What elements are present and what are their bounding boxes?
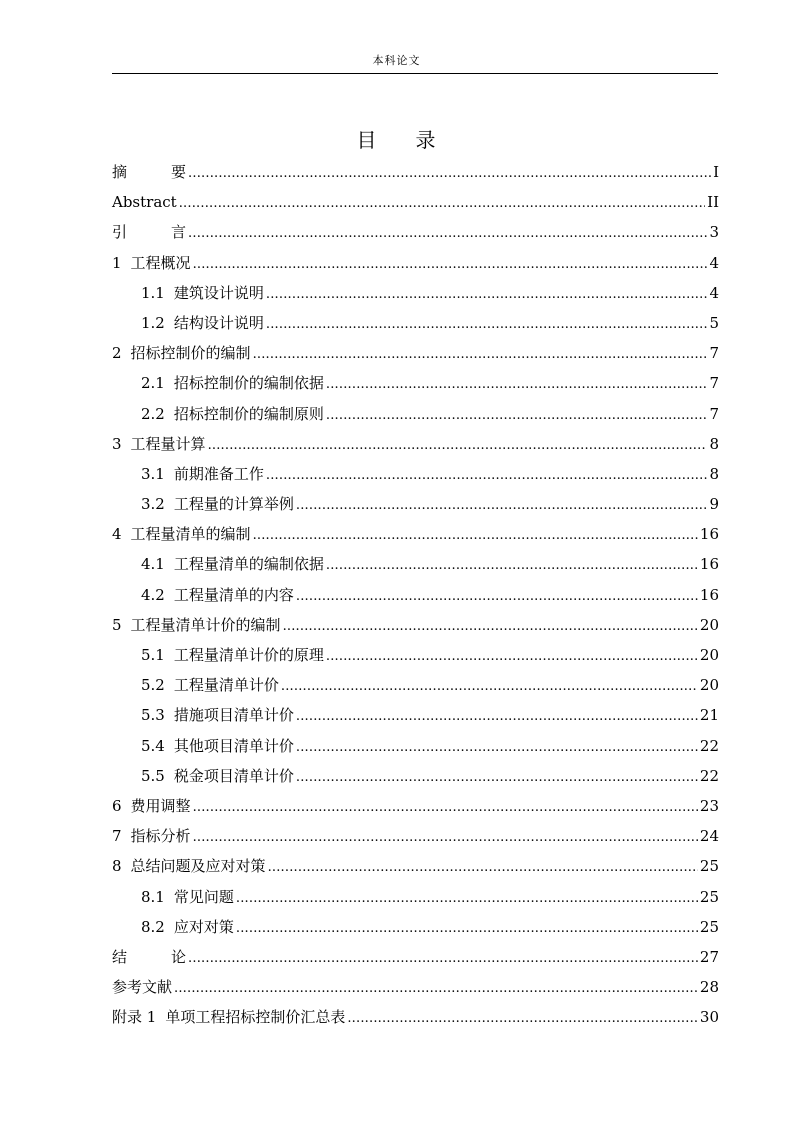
dot-leader (266, 461, 708, 491)
toc-entry-title: 措施项目清单计价 (173, 706, 294, 725)
toc-entry-number: 8.1 (141, 887, 165, 906)
toc-entry-title: 其他项目清单计价 (173, 736, 294, 755)
toc-entry-number: 1.2 (141, 313, 165, 332)
toc-entry[interactable] (112, 187, 719, 217)
toc-entry-number: 5.3 (141, 706, 165, 725)
dot-leader (283, 612, 698, 642)
toc-entry-label (141, 368, 324, 398)
title-char-1: 目 (356, 128, 378, 152)
toc-entry-label (112, 217, 186, 247)
toc-entry-label (141, 670, 279, 700)
toc-entry-label (112, 972, 172, 1002)
dot-leader (296, 582, 698, 612)
toc-entry-title: 常见问题 (173, 887, 234, 906)
toc-entry-page-number: 16 (699, 525, 719, 544)
toc-entry-title: 工程量清单计价的编制 (130, 615, 281, 634)
toc-entry-title: 招标控制价的编制 (130, 344, 251, 363)
dot-leader (268, 853, 698, 883)
toc-entry-char: 论 (171, 947, 187, 966)
header-rule (112, 73, 718, 74)
dot-leader (281, 672, 698, 702)
toc-entry-title: 应对对策 (173, 917, 234, 936)
dot-leader (208, 431, 708, 461)
toc-entry[interactable] (112, 217, 719, 247)
dot-leader (326, 642, 698, 672)
toc-entry-number: 4.2 (141, 585, 165, 604)
toc-entry-label (141, 459, 264, 489)
toc-entry-number: 5 (112, 615, 122, 634)
toc-entry-label (141, 399, 324, 429)
toc-entry[interactable] (112, 368, 719, 398)
title-char-2: 录 (415, 128, 437, 152)
dot-leader (326, 551, 698, 581)
toc-entry-number: 3.1 (141, 464, 165, 483)
toc-entry-title: 建筑设计说明 (173, 283, 264, 302)
toc-entry-title: 招标控制价的编制依据 (173, 374, 324, 393)
dot-leader (188, 944, 698, 974)
toc-entry-label (112, 429, 206, 459)
toc-entry-page-number: 25 (699, 917, 719, 936)
toc-entry[interactable] (112, 851, 719, 881)
toc-entry[interactable] (112, 942, 719, 972)
dot-leader (326, 370, 708, 400)
toc-entry[interactable] (112, 157, 719, 187)
dot-leader (296, 491, 708, 521)
toc-entry[interactable] (112, 731, 719, 761)
dot-leader (296, 702, 698, 732)
toc-entry[interactable] (112, 338, 719, 368)
toc-entry-char: 摘 (112, 163, 128, 181)
toc-entry-label (112, 1002, 345, 1032)
dot-leader (188, 159, 711, 189)
toc-entry-page-number: 21 (699, 706, 719, 725)
toc-entry-title: 工程量清单的内容 (173, 585, 294, 604)
toc-entry-label (112, 157, 186, 187)
toc-entry[interactable] (112, 519, 719, 549)
dot-leader (236, 884, 698, 914)
toc-entry-number: 6 (112, 796, 122, 815)
toc-entry-page-number: 27 (699, 947, 719, 966)
toc-entry[interactable] (112, 791, 719, 821)
toc-entry[interactable] (112, 580, 719, 610)
toc-entry-title: 工程量清单的编制 (130, 525, 251, 544)
toc-entry-page-number: 7 (709, 344, 719, 363)
dot-leader (253, 340, 708, 370)
toc-entry-label (141, 489, 294, 519)
toc-entry-title: 工程量计算 (130, 434, 206, 453)
toc-entry-page-number: 28 (699, 978, 719, 997)
toc-entry-number: 5.1 (141, 646, 165, 664)
toc-entry-label (112, 338, 251, 368)
toc-entry-title: 工程概况 (130, 253, 191, 272)
toc-entry-number: 1.1 (141, 283, 165, 302)
toc-entry[interactable] (112, 489, 719, 519)
toc-entry[interactable] (112, 610, 719, 640)
toc-entry[interactable] (112, 1002, 719, 1032)
toc-entry-number: 5.4 (141, 736, 165, 755)
dot-leader (253, 521, 698, 551)
toc-entry-char: 引 (112, 223, 128, 242)
toc-entry[interactable] (112, 761, 719, 791)
toc-entry-number: 7 (112, 827, 122, 846)
toc-entry-page-number: 20 (699, 646, 719, 664)
toc-entry-title: 费用调整 (130, 796, 191, 815)
toc-entry-label (112, 519, 251, 549)
dot-leader (266, 310, 708, 340)
page-title (0, 126, 793, 154)
toc-entry-page-number: 20 (699, 676, 719, 695)
toc-entry[interactable] (112, 821, 719, 851)
toc-entry-label (141, 700, 294, 730)
toc-entry-label (112, 851, 266, 881)
toc-entry-label (141, 882, 234, 912)
toc-entry-page-number: 25 (699, 857, 719, 876)
toc-entry[interactable] (112, 549, 719, 579)
toc-entry-number: 8 (112, 857, 122, 876)
dot-leader (193, 823, 698, 853)
dot-leader (174, 974, 698, 1004)
running-header: 本科论文 (372, 54, 421, 67)
toc-entry-number: 8.2 (141, 917, 165, 936)
toc-entry-number: 4 (112, 525, 122, 544)
toc-entry-number: 2.2 (141, 404, 165, 423)
toc-entry-page-number: 22 (699, 766, 719, 785)
dot-leader (326, 401, 708, 431)
dot-leader (266, 280, 708, 310)
toc-entry-char: 要 (171, 163, 187, 181)
toc-entry-char: 言 (171, 223, 187, 242)
toc-entry-label (112, 821, 191, 851)
toc-entry-title: 单项工程招标控制价汇总表 (165, 1008, 346, 1027)
dot-leader (193, 793, 698, 823)
toc-entry-number: 2.1 (141, 374, 165, 393)
toc-entry-page-number: 5 (709, 313, 719, 332)
toc-entry-page-number: 22 (699, 736, 719, 755)
toc-entry[interactable] (112, 248, 719, 278)
dot-leader (193, 250, 708, 280)
toc-entry-page-number: 3 (709, 223, 719, 242)
toc-entry-page-number: 25 (699, 887, 719, 906)
dot-leader (347, 1004, 698, 1034)
toc-entry[interactable] (112, 912, 719, 942)
toc-entry-label (112, 791, 191, 821)
toc-entry[interactable] (112, 972, 719, 1002)
toc-entry-number: 3 (112, 434, 122, 453)
toc-entry-number: 附录 1 (112, 1008, 157, 1027)
toc-entry[interactable] (112, 429, 719, 459)
toc-entry[interactable] (112, 882, 719, 912)
toc-entry-page-number: 23 (699, 796, 719, 815)
toc-entry-title: 总结问题及应对对策 (130, 857, 266, 876)
toc-entry-page-number: II (707, 193, 719, 212)
toc-entry-page-number: 4 (709, 253, 719, 272)
toc-entry-label (112, 942, 186, 972)
toc-entry-page-number: 4 (709, 283, 719, 302)
toc-entry-label (141, 308, 264, 338)
toc-entry-label (112, 610, 281, 640)
toc-entry-label (141, 278, 264, 308)
toc-entry-label (112, 187, 177, 217)
dot-leader (188, 219, 707, 249)
toc-entry-page-number: I (713, 163, 719, 181)
toc-entry-number: 3.2 (141, 495, 165, 514)
toc-entry-page-number: 16 (699, 555, 719, 574)
toc-entry-label (141, 761, 294, 791)
toc-entry-number: 1 (112, 253, 122, 272)
toc-entry-label (141, 580, 294, 610)
toc-entry-page-number: 7 (709, 374, 719, 393)
toc-entry-page-number: 24 (699, 827, 719, 846)
toc-entry[interactable] (112, 308, 719, 338)
dot-leader (296, 763, 698, 793)
dot-leader (179, 189, 705, 219)
toc-entry[interactable] (112, 459, 719, 489)
toc-entry-title: 前期准备工作 (173, 464, 264, 483)
toc-entry[interactable] (112, 640, 719, 670)
toc-entry[interactable] (112, 670, 719, 700)
toc-entry-title: 工程量清单计价 (173, 676, 279, 695)
toc-entry-title: 工程量清单计价的原理 (173, 646, 324, 664)
toc-entry-title: 工程量清单的编制依据 (173, 555, 324, 574)
toc-entry-page-number: 8 (709, 464, 719, 483)
toc-entry-label (141, 549, 324, 579)
toc-entry[interactable] (112, 399, 719, 429)
dot-leader (236, 914, 698, 944)
toc-entry-page-number: 30 (699, 1008, 719, 1027)
toc-entry-label (112, 248, 191, 278)
toc-entry-page-number: 8 (709, 434, 719, 453)
toc-entry-number: 2 (112, 344, 122, 363)
toc-entry-title: 结构设计说明 (173, 313, 264, 332)
toc-entry-title: Abstract (112, 193, 177, 212)
toc-entry-title: 工程量的计算举例 (173, 495, 294, 514)
toc-entry-number: 5.5 (141, 766, 165, 785)
toc-entry-page-number: 9 (709, 495, 719, 514)
dot-leader (296, 733, 698, 763)
toc-entry-label (141, 731, 294, 761)
toc-entry-page-number: 16 (699, 585, 719, 604)
toc-entry-char: 结 (112, 947, 128, 966)
toc-entry-number: 5.2 (141, 676, 165, 695)
toc-entry-title: 招标控制价的编制原则 (173, 404, 324, 423)
toc-entry-title: 参考文献 (112, 978, 173, 997)
toc-entry-title: 税金项目清单计价 (173, 766, 294, 785)
toc-entry-label (141, 912, 234, 942)
toc-entry-page-number: 7 (709, 404, 719, 423)
toc-entry-title: 指标分析 (130, 827, 191, 846)
table-of-contents (112, 157, 719, 1032)
toc-entry-label (141, 640, 324, 670)
toc-entry-page-number: 20 (699, 615, 719, 634)
toc-entry[interactable] (112, 278, 719, 308)
toc-entry-number: 4.1 (141, 555, 165, 574)
toc-entry[interactable] (112, 700, 719, 730)
